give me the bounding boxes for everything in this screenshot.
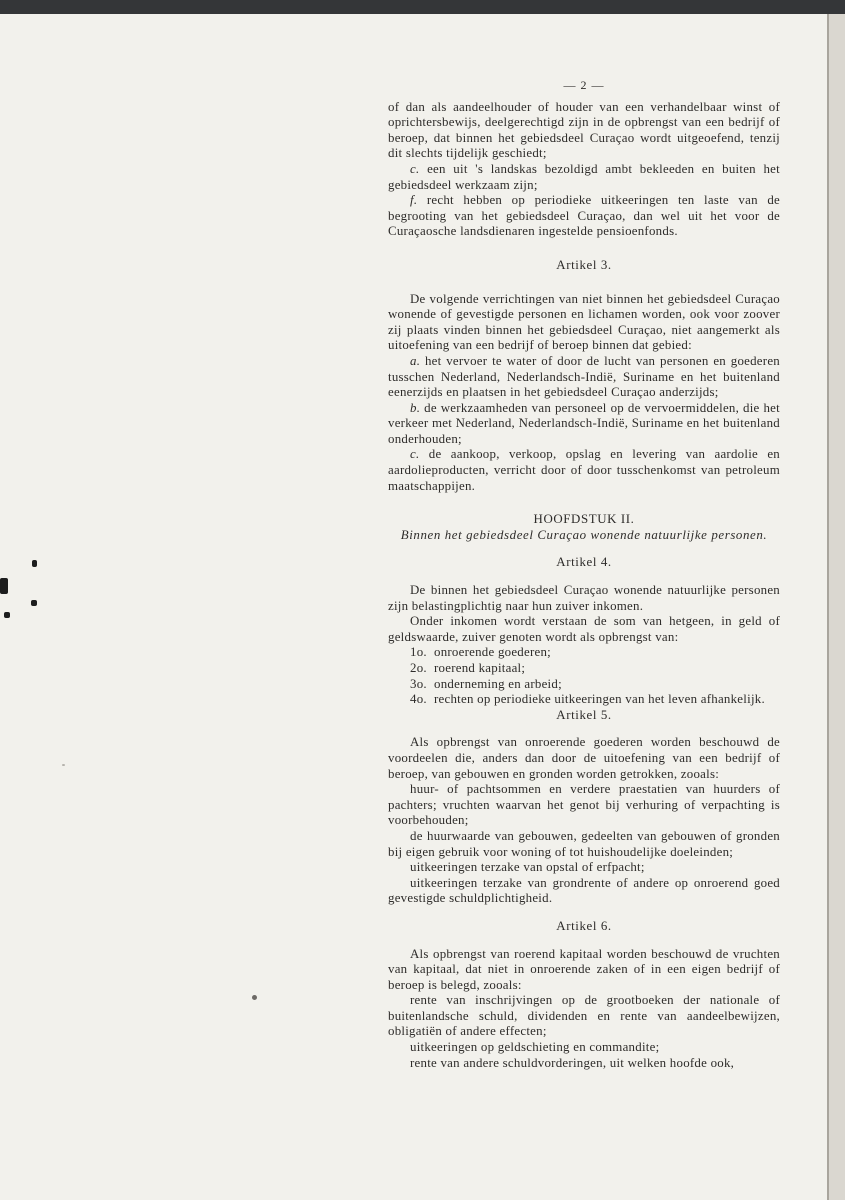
article-6-paragraph: rente van andere schuldvorderingen, uit welken hoofde ook,: [410, 1055, 735, 1070]
article-4-item: [388, 692, 780, 708]
article-6-title: Artikel 6.: [556, 918, 612, 933]
clause-c: [388, 162, 780, 193]
item-number: 4o.: [410, 692, 427, 707]
article-5-paragraph: uitkeeringen terzake van grondrente of andere op onroerend goed gevestigde schuldplichtigheid.: [388, 875, 780, 906]
article-6-paragraph: rente van inschrijvingen op de grootboeken der nationale of buitenlandsche schuld, dividenden en rente van aandeelbewijzen, obligatiën of andere effecten;: [388, 993, 780, 1039]
clause-letter: c.: [410, 447, 420, 462]
item-number: 1o.: [410, 645, 427, 660]
clause-letter: c.: [410, 161, 420, 176]
clause-letter: f.: [410, 193, 418, 208]
article-3-title: Artikel 3.: [556, 257, 612, 272]
chapter-title: HOOFDSTUK II.: [533, 512, 635, 527]
page-number: — 2 —: [563, 78, 605, 92]
article-4-title: Artikel 4.: [556, 555, 612, 570]
item-text: rechten op periodieke uitkeeringen van het leven afhankelijk.: [434, 692, 765, 707]
article-4-item: [388, 677, 780, 693]
page-edge-line: [827, 14, 829, 1200]
article-5-paragraph: uitkeeringen terzake van opstal of erfpacht;: [410, 860, 645, 875]
paper-speck: [62, 764, 65, 766]
item-number: 2o.: [410, 661, 427, 675]
page-edge: [828, 14, 845, 1200]
article-5-title: Artikel 5.: [556, 707, 612, 722]
article-4-paragraph: De binnen het gebiedsdeel Curaçao wonende natuurlijke personen zijn belastingplichtig naar hun zuiver inkomen.: [388, 583, 780, 613]
clause-letter: b.: [410, 400, 421, 415]
clause-text: recht hebben op periodieke uitkeeringen ten laste van de begrooting van het gebiedsdeel Curaçao, dan wel uit het voor de Curaçaosche landsdienaren ingestelde pensioenfonds.: [388, 193, 780, 239]
article-5-paragraph: Als opbrengst van onroerende goederen worden beschouwd de voordeelen die, anders dan door de uitoefening van een bedrijf of beroep, van gebouwen en gronden worden getrokken, zooals:: [388, 735, 780, 781]
clause-text: het vervoer te water of door de lucht van personen en goederen tusschen Nederland, Nederlandsch-Indië, Suriname en het buitenland eenerzijds en plaatsen in het gebiedsdeel Curaçao anderzijds;: [388, 353, 780, 400]
item-text: roerend kapitaal;: [434, 661, 526, 675]
article-3-paragraph: De volgende verrichtingen van niet binnen het gebiedsdeel Curaçao wonende of gevestigde personen en lichamen worden, ook voor zoover zij plaats vinden binnen het gebiedsdeel Curaçao, niet aangemerkt als uitoefening van een bedrijf of beroep binnen dat gebied:: [388, 291, 780, 353]
item-text: onderneming en arbeid;: [434, 676, 562, 691]
binding-hole-mark: [4, 612, 10, 618]
article-6-paragraph: uitkeeringen op geldschieting en commandite;: [410, 1040, 660, 1055]
article-3-clause-b: [388, 401, 780, 448]
binding-hole-mark: [0, 578, 8, 594]
clause-text: de werkzaamheden van personeel op de vervoermiddelen, die het verkeer met Nederland, Nederlandsch-Indië, Suriname en het buitenland onderhouden;: [388, 400, 780, 446]
clause-letter: a.: [410, 353, 421, 368]
item-text: onroerende goederen;: [434, 645, 552, 660]
paper-speck: [252, 995, 257, 1000]
article-5-paragraph: de huurwaarde van gebouwen, gedeelten van gebouwen of gronden bij eigen gebruik voor woning of tot huishoudelijke doeleinden;: [388, 828, 780, 859]
article-4-paragraph: Onder inkomen wordt verstaan de som van hetgeen, in geld of geldswaarde, zuiver genoten wordt als opbrengst van:: [388, 614, 780, 644]
chapter-subtitle: Binnen het gebiedsdeel Curaçao wonende natuurlijke personen.: [400, 527, 768, 542]
article-4-item: [388, 661, 780, 677]
text-column: [388, 78, 780, 1071]
article-5-paragraph: huur- of pachtsommen en verdere praestatien van huurders of pachters; vruchten waarvan het genot bij verhuring of verpachting is voorbehouden;: [388, 782, 780, 828]
binding-hole-mark: [32, 560, 37, 567]
intro-paragraph: of dan als aandeelhouder of houder van een verhandelbaar winst of oprichtersbewijs, deelgerechtigd zijn in de opbrengst van een bedrijf of beroep, dat binnen het gebiedsdeel Curaçao wordt uitgeoefend, tenzij dit slechts tijdelijk geschiedt;: [388, 99, 780, 161]
clause-text: de aankoop, verkoop, opslag en levering van aardolie en aardolieproducten, verricht door of door tusschenkomst van petroleum maatschappijen.: [388, 447, 780, 493]
scanner-top-border: [0, 0, 845, 14]
clause-text: een uit 's landskas bezoldigd ambt bekleeden en buiten het gebiedsdeel werkzaam zijn;: [388, 161, 780, 192]
clause-f: [388, 193, 780, 240]
binding-hole-mark: [31, 600, 37, 606]
article-3-clause-c: [388, 447, 780, 494]
article-3-clause-a: [388, 354, 780, 401]
item-number: 3o.: [410, 676, 427, 691]
article-4-item: [388, 645, 780, 661]
article-6-paragraph: Als opbrengst van roerend kapitaal worden beschouwd de vruchten van kapitaal, dat niet in onroerende zaken of in een eigen bedrijf of beroep is belegd, zooals:: [388, 946, 780, 992]
